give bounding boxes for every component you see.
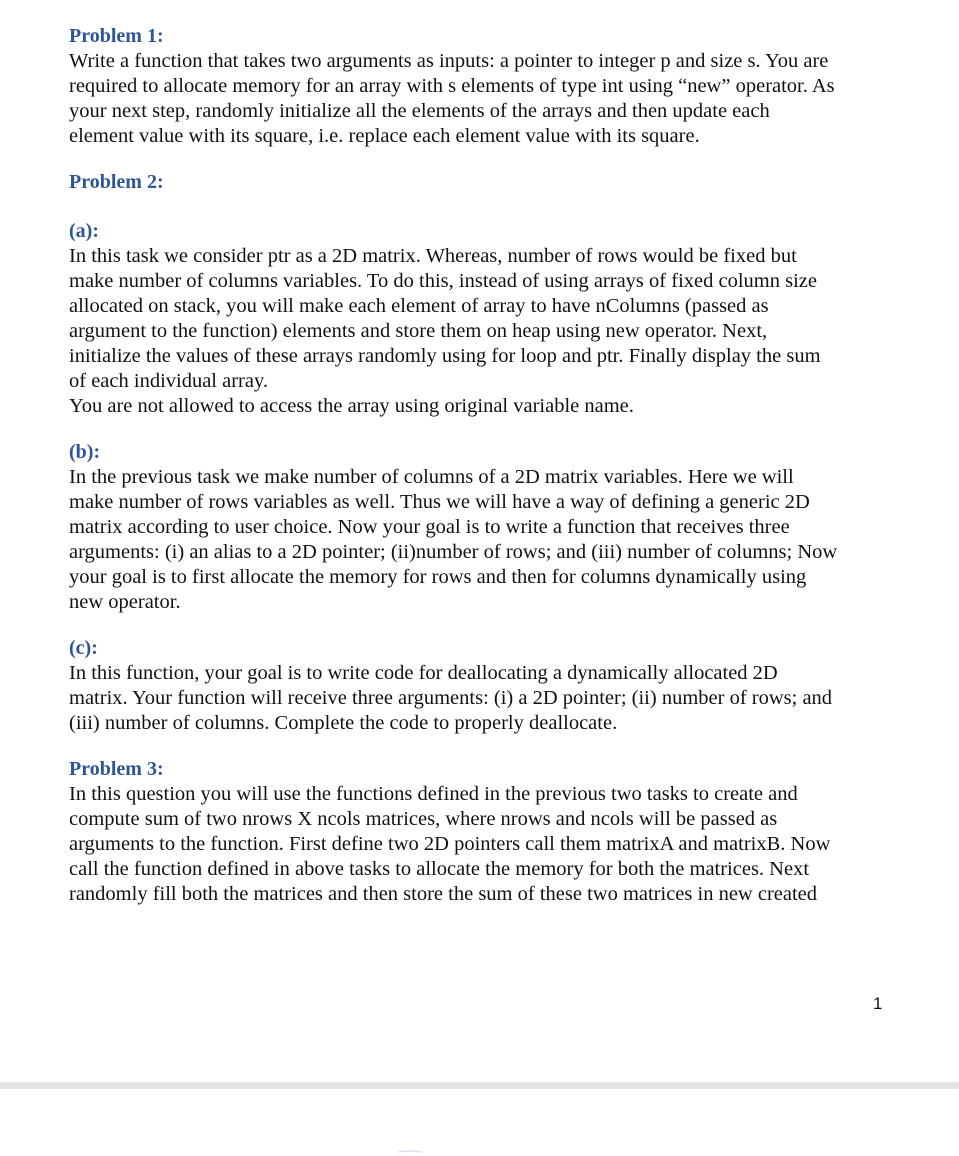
- part-b-heading: (b):: [69, 441, 101, 463]
- text-line: Write a function that takes two arguments as inputs: a pointer to integer p and size s. You are: [69, 50, 829, 72]
- part-b-body: [69, 465, 899, 615]
- text-line: initialize the values of these arrays randomly using for loop and ptr. Finally display the sum: [69, 345, 821, 367]
- text-line: You are not allowed to access the array using original variable name.: [69, 395, 634, 417]
- text-line: required to allocate memory for an array with s elements of type int using “new” operator. As: [69, 75, 835, 97]
- text-line: compute sum of two nrows X ncols matrices, where nrows and ncols will be passed as: [69, 808, 778, 830]
- text-line: make number of columns variables. To do this, instead of using arrays of fixed column size: [69, 270, 817, 292]
- part-a-body: [69, 244, 899, 419]
- text-line: make number of rows variables as well. Thus we will have a way of defining a generic 2D: [69, 491, 810, 513]
- text-line: arguments: (i) an alias to a 2D pointer; (ii)number of rows; and (iii) number of columns; Now: [69, 541, 838, 563]
- problem-1-heading: Problem 1:: [69, 25, 164, 47]
- document-content: [69, 24, 899, 907]
- text-line: matrix according to user choice. Now your goal is to write a function that receives three: [69, 516, 790, 538]
- text-line: allocated on stack, you will make each element of array to have nColumns (passed as: [69, 295, 769, 317]
- problem-3-heading: Problem 3:: [69, 758, 164, 780]
- text-line: your next step, randomly initialize all the elements of the arrays and then update each: [69, 100, 770, 122]
- text-line: arguments to the function. First define two 2D pointers call them matrixA and matrixB. Now: [69, 833, 831, 855]
- part-a-heading: (a):: [69, 220, 99, 242]
- part-c-body: [69, 661, 899, 736]
- next-page-edge: [396, 1150, 424, 1156]
- text-line: randomly fill both the matrices and then store the sum of these two matrices in new created: [69, 883, 818, 905]
- problem-2-heading: Problem 2:: [69, 171, 164, 193]
- problem-1-body: [69, 49, 899, 149]
- text-line: argument to the function) elements and store them on heap using new operator. Next,: [69, 320, 768, 342]
- text-line: element value with its square, i.e. replace each element value with its square.: [69, 125, 700, 147]
- part-c-heading: (c):: [69, 637, 98, 659]
- page-divider: [0, 1082, 959, 1089]
- text-line: In the previous task we make number of columns of a 2D matrix variables. Here we will: [69, 466, 794, 488]
- text-line: (iii) number of columns. Complete the code to properly deallocate.: [69, 712, 618, 734]
- problem-3-body: [69, 782, 899, 907]
- text-line: In this question you will use the functions defined in the previous two tasks to create and: [69, 783, 798, 805]
- next-page[interactable]: [0, 1089, 959, 1155]
- text-line: In this function, your goal is to write code for deallocating a dynamically allocated 2D: [69, 662, 778, 684]
- text-line: of each individual array.: [69, 370, 269, 392]
- text-line: new operator.: [69, 591, 181, 613]
- text-line: matrix. Your function will receive three arguments: (i) a 2D pointer; (ii) number of rows; and: [69, 687, 833, 709]
- text-line: In this task we consider ptr as a 2D matrix. Whereas, number of rows would be fixed but: [69, 245, 797, 267]
- text-line: call the function defined in above tasks to allocate the memory for both the matrices. Next: [69, 858, 810, 880]
- text-line: your goal is to first allocate the memory for rows and then for columns dynamically using: [69, 566, 807, 588]
- page-number: 1: [873, 994, 883, 1013]
